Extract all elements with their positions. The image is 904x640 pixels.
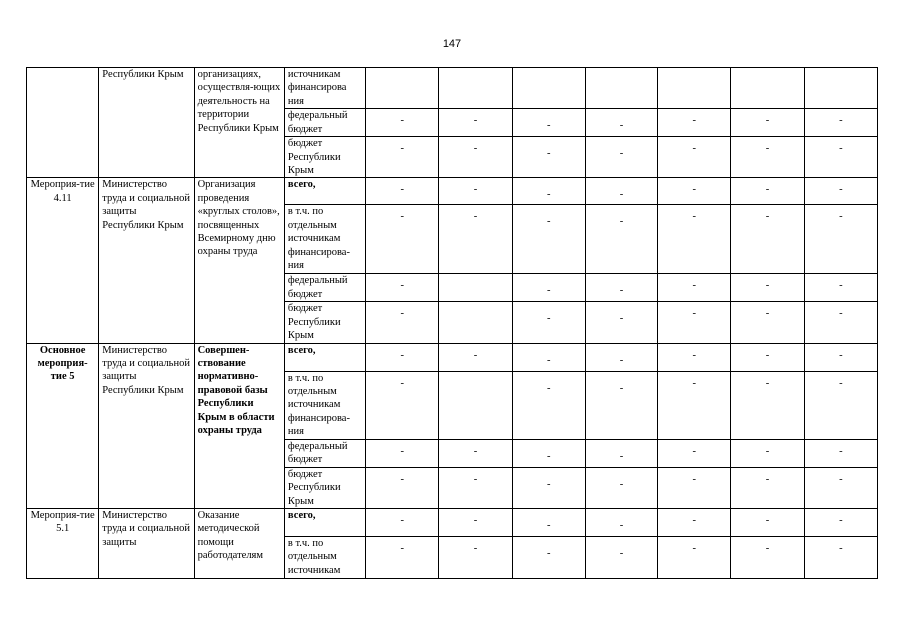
value-text: -: [400, 349, 405, 361]
value-cell: [658, 343, 731, 371]
value-cell: [804, 274, 877, 302]
value-cell: [658, 178, 731, 205]
value-text: -: [400, 514, 405, 526]
value-text: -: [400, 115, 405, 127]
value-cell: [366, 536, 439, 578]
value-cell: [366, 274, 439, 302]
value-cell: [585, 109, 657, 137]
value-text: -: [473, 184, 478, 196]
value-text: -: [473, 514, 478, 526]
value-cell: [512, 508, 585, 536]
value-cell: [731, 274, 804, 302]
value-text: -: [547, 354, 551, 366]
value-text: -: [473, 445, 478, 457]
value-text: [442, 68, 508, 73]
value-cell: [439, 467, 512, 508]
value-cell: [512, 137, 585, 178]
value-text: -: [692, 514, 697, 526]
activity-cell: [27, 68, 99, 178]
value-text: -: [839, 473, 843, 485]
value-text: -: [400, 445, 405, 457]
value-cell: [658, 508, 731, 536]
value-cell: [658, 467, 731, 508]
executor-cell: Министерство труда и социальной защиты: [99, 508, 194, 578]
value-text: -: [839, 184, 843, 196]
funding-source-cell: всего,: [284, 508, 365, 536]
value-text: -: [692, 377, 697, 389]
funding-source-cell: всего,: [284, 343, 365, 371]
value-text: -: [619, 354, 624, 366]
value-text: -: [692, 143, 697, 155]
value-cell: [585, 371, 657, 439]
value-cell: [366, 302, 439, 343]
value-text: -: [619, 313, 624, 325]
value-cell: [512, 68, 585, 109]
value-text: -: [473, 143, 478, 155]
value-cell: [804, 68, 877, 109]
value-text: [442, 274, 508, 279]
funding-source-cell: бюджет Республики Крым: [284, 467, 365, 508]
value-text: -: [839, 211, 843, 223]
value-cell: [439, 343, 512, 371]
value-text: -: [765, 514, 770, 526]
value-text: -: [400, 308, 405, 320]
value-cell: [804, 467, 877, 508]
value-text: [516, 68, 582, 78]
value-cell: [658, 68, 731, 109]
value-cell: [804, 109, 877, 137]
value-text: -: [473, 542, 478, 554]
table-row: [27, 343, 878, 371]
value-text: -: [839, 143, 843, 155]
value-cell: [804, 371, 877, 439]
value-cell: [658, 371, 731, 439]
value-text: [808, 68, 874, 73]
value-text: -: [839, 514, 843, 526]
value-text: -: [765, 349, 770, 361]
activity-name-cell: Оказание методической помощи работодателям: [194, 508, 284, 578]
value-text: -: [547, 313, 551, 325]
value-text: -: [619, 450, 624, 462]
value-text: -: [400, 211, 405, 223]
value-text: [442, 372, 508, 377]
value-cell: [585, 68, 657, 109]
value-cell: [512, 178, 585, 205]
value-cell: [804, 343, 877, 371]
value-text: [661, 68, 727, 73]
value-cell: [439, 68, 512, 109]
value-text: -: [765, 308, 770, 320]
value-cell: [366, 109, 439, 137]
value-text: -: [692, 184, 697, 196]
value-text: -: [547, 285, 551, 297]
value-cell: [731, 467, 804, 508]
value-cell: [804, 439, 877, 467]
value-text: -: [765, 445, 770, 457]
funding-source-cell: федеральный бюджет: [284, 274, 365, 302]
value-cell: [512, 439, 585, 467]
funding-source-cell: в т.ч. по отдельным источникам финансирова-ния: [284, 371, 365, 439]
value-text: -: [765, 115, 770, 127]
value-cell: [366, 439, 439, 467]
value-text: -: [839, 349, 843, 361]
value-text: -: [692, 349, 697, 361]
value-cell: [439, 205, 512, 274]
value-text: -: [547, 478, 551, 490]
value-text: -: [547, 519, 551, 531]
value-cell: [658, 439, 731, 467]
activity-name-cell: Совершен-ствование нормативно-правовой базы Республики Крым в области охраны труда: [194, 343, 284, 508]
value-cell: [731, 536, 804, 578]
value-cell: [585, 302, 657, 343]
value-text: -: [839, 280, 843, 292]
budget-table: [26, 67, 878, 579]
value-cell: [658, 109, 731, 137]
value-cell: [731, 302, 804, 343]
funding-source-cell: бюджет Республики Крым: [284, 137, 365, 178]
value-text: -: [692, 115, 697, 127]
value-cell: [731, 178, 804, 205]
value-text: -: [839, 308, 843, 320]
value-text: [589, 68, 654, 78]
value-cell: [804, 205, 877, 274]
value-cell: [439, 508, 512, 536]
value-text: -: [619, 519, 624, 531]
value-cell: [731, 68, 804, 109]
value-cell: [439, 109, 512, 137]
value-text: -: [692, 308, 697, 320]
value-text: -: [839, 542, 843, 554]
value-text: -: [547, 148, 551, 160]
value-cell: [512, 371, 585, 439]
value-cell: [731, 137, 804, 178]
value-text: -: [400, 280, 405, 292]
value-cell: [585, 536, 657, 578]
funding-source-cell: федеральный бюджет: [284, 109, 365, 137]
funding-source-cell: источникам финансирова ния: [284, 68, 365, 109]
table-row: [27, 508, 878, 536]
value-cell: [512, 205, 585, 274]
value-text: [442, 302, 508, 307]
value-text: -: [547, 547, 551, 559]
funding-source-cell: в т.ч. по отдельным источникам: [284, 536, 365, 578]
value-text: -: [547, 216, 551, 228]
table-row: [27, 178, 878, 205]
value-cell: [512, 274, 585, 302]
value-text: -: [619, 216, 624, 228]
value-text: [369, 68, 435, 73]
value-text: -: [547, 382, 551, 394]
value-cell: [585, 137, 657, 178]
value-cell: [366, 508, 439, 536]
value-cell: [731, 205, 804, 274]
value-cell: [804, 137, 877, 178]
value-cell: [804, 508, 877, 536]
executor-cell: Министерство труда и социальной защиты Республики Крым: [99, 178, 194, 343]
value-cell: [439, 439, 512, 467]
activity-cell: Мероприя-тие 5.1: [27, 508, 99, 578]
value-text: -: [692, 473, 697, 485]
value-text: -: [547, 120, 551, 132]
value-cell: [512, 467, 585, 508]
value-cell: [439, 274, 512, 302]
value-text: -: [619, 148, 624, 160]
page-number: 147: [442, 38, 462, 50]
value-text: -: [619, 547, 624, 559]
value-cell: [804, 178, 877, 205]
value-text: -: [839, 115, 843, 127]
value-cell: [366, 343, 439, 371]
value-cell: [804, 536, 877, 578]
value-cell: [512, 343, 585, 371]
funding-source-cell: федеральный бюджет: [284, 439, 365, 467]
value-cell: [731, 439, 804, 467]
value-cell: [366, 205, 439, 274]
value-cell: [658, 137, 731, 178]
value-text: -: [473, 349, 478, 361]
value-text: -: [619, 285, 624, 297]
value-text: -: [839, 377, 843, 389]
value-cell: [658, 274, 731, 302]
value-text: -: [473, 115, 478, 127]
value-cell: [512, 536, 585, 578]
value-text: [734, 68, 800, 73]
activity-cell: Мероприя-тие 4.11: [27, 178, 99, 343]
value-text: -: [765, 542, 770, 554]
value-cell: [439, 302, 512, 343]
value-cell: [366, 137, 439, 178]
value-text: -: [765, 211, 770, 223]
value-cell: [585, 439, 657, 467]
activity-name-cell: организациях, осуществля-ющих деятельность на территории Республики Крым: [194, 68, 284, 178]
value-cell: [439, 178, 512, 205]
value-cell: [366, 467, 439, 508]
value-text: -: [839, 445, 843, 457]
value-text: -: [765, 280, 770, 292]
value-text: -: [473, 473, 478, 485]
budget-table-body: [27, 68, 878, 579]
value-cell: [804, 302, 877, 343]
value-cell: [731, 508, 804, 536]
value-cell: [658, 536, 731, 578]
value-cell: [731, 343, 804, 371]
value-cell: [512, 109, 585, 137]
value-cell: [658, 205, 731, 274]
value-cell: [585, 467, 657, 508]
value-text: -: [692, 211, 697, 223]
value-text: -: [473, 211, 478, 223]
value-text: -: [400, 377, 405, 389]
value-cell: [439, 536, 512, 578]
value-text: -: [619, 120, 624, 132]
funding-source-cell: всего,: [284, 178, 365, 205]
value-cell: [366, 68, 439, 109]
value-text: -: [400, 184, 405, 196]
value-text: -: [619, 382, 624, 394]
value-text: -: [619, 189, 624, 201]
value-cell: [512, 302, 585, 343]
value-text: -: [619, 478, 624, 490]
executor-cell: Министерство труда и социальной защиты Республики Крым: [99, 343, 194, 508]
value-text: -: [765, 473, 770, 485]
value-cell: [585, 343, 657, 371]
value-text: -: [692, 542, 697, 554]
value-cell: [439, 137, 512, 178]
value-text: -: [765, 377, 770, 389]
activity-name-cell: Организация проведения «круглых столов», посвященных Всемирному дню охраны труда: [194, 178, 284, 343]
value-text: -: [400, 143, 405, 155]
value-text: -: [547, 189, 551, 201]
value-cell: [731, 371, 804, 439]
value-text: -: [400, 542, 405, 554]
value-cell: [439, 371, 512, 439]
value-cell: [585, 178, 657, 205]
value-cell: [366, 371, 439, 439]
executor-cell: Республики Крым: [99, 68, 194, 178]
value-text: -: [765, 143, 770, 155]
value-text: -: [765, 184, 770, 196]
value-cell: [585, 205, 657, 274]
value-cell: [366, 178, 439, 205]
value-cell: [658, 302, 731, 343]
funding-source-cell: бюджет Республики Крым: [284, 302, 365, 343]
value-cell: [585, 274, 657, 302]
activity-cell: Основное мероприя-тие 5: [27, 343, 99, 508]
value-text: -: [692, 445, 697, 457]
value-cell: [585, 508, 657, 536]
value-text: -: [547, 450, 551, 462]
value-text: -: [692, 280, 697, 292]
value-text: -: [400, 473, 405, 485]
funding-source-cell: в т.ч. по отдельным источникам финансирова-ния: [284, 205, 365, 274]
table-row: [27, 68, 878, 109]
value-cell: [731, 109, 804, 137]
